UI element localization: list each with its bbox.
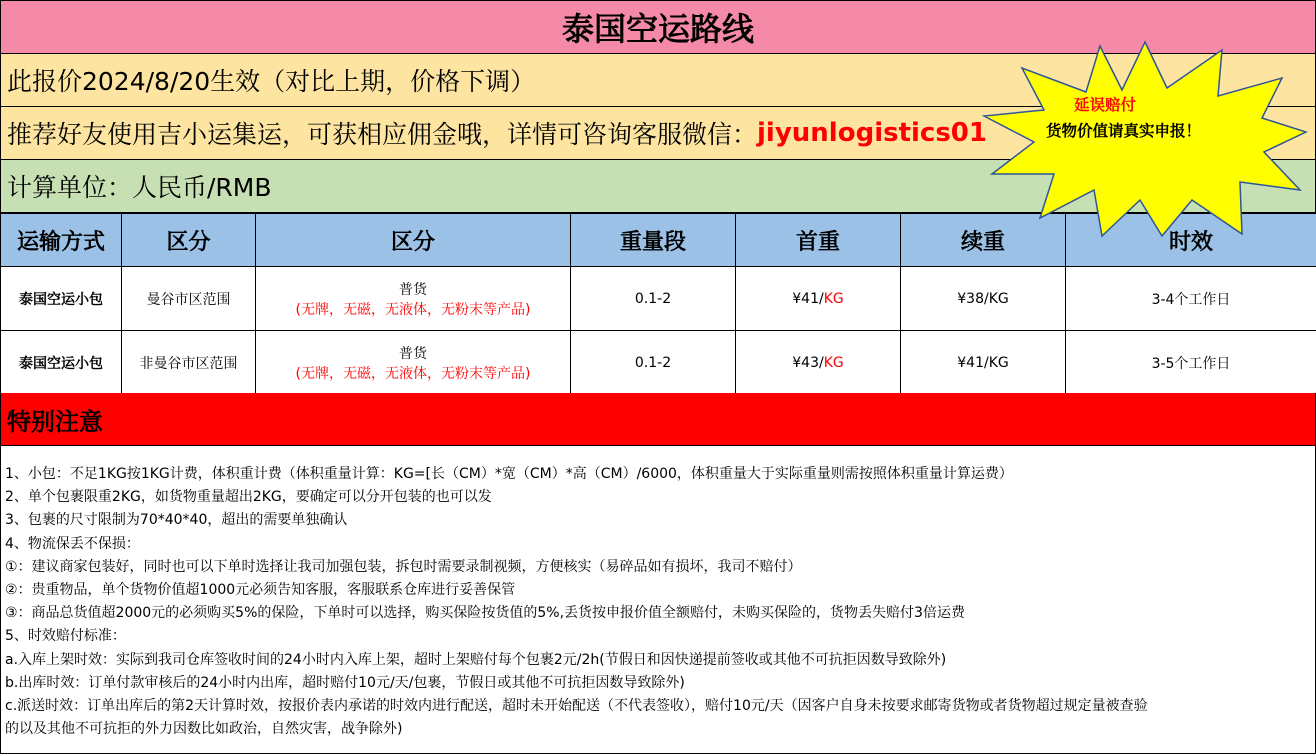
cell-method: 泰国空运小包 — [1, 331, 122, 395]
note-line: 的以及其他不可抗拒的外力因数比如政治，自然灾害，战争除外) — [5, 721, 403, 738]
note-line: ③：商品总货值超2000元的必须购买5%的保险，下单时可以选择，购买保险按货值的5%,丢货按申报价值全额赔付，未购买保险的，货物丢失赔付3倍运费 — [5, 605, 965, 622]
rate-table — [0, 213, 1316, 395]
note-line: a.入库上架时效：实际到我司仓库签收时间的24小时内入库上架，超时上架赔付每个包裹2元/2h(节假日和因快递提前签收或其他不可抗拒因数导致除外) — [5, 651, 947, 668]
page-title: 泰国空运路线 — [0, 0, 1316, 54]
note-line: ①：建议商家包装好，同时也可以下单时选择让我司加强包装，拆包时需要录制视频，方便核实（易碎品如有损坏，我司不赔付） — [5, 558, 802, 575]
starburst-line2: 货物价值请真实申报！ — [1046, 122, 1202, 140]
note-line: ②：贵重物品，单个货物价值超1000元必须告知客服，客服联系仓库进行妥善保管 — [5, 582, 516, 599]
first-price-unit: KG — [823, 354, 844, 371]
currency-line: 计算单位：人民币/RMB — [0, 160, 1316, 213]
note-line: 2、单个包裹限重2KG，如货物重量超出2KG，要确定可以分开包装的也可以发 — [5, 489, 492, 506]
notice-bar: 特别注意 — [0, 393, 1316, 446]
header-cargo: 区分 — [256, 214, 571, 267]
cell-first-price — [736, 331, 901, 395]
header-timing: 时效 — [1066, 214, 1316, 267]
note-line: 4、物流保丢不保损： — [5, 535, 140, 552]
cell-timing: 3-4个工作日 — [1066, 267, 1316, 331]
cell-area: 曼谷市区范围 — [122, 267, 256, 331]
referral-text: 推荐好友使用吉小运集运，可获相应佣金哦，详情可咨询客服微信： — [7, 120, 758, 149]
table-row — [1, 267, 1316, 331]
cargo-type: 普货 — [399, 345, 427, 362]
cargo-note: (无牌，无磁，无液体，无粉末等产品) — [295, 301, 531, 318]
header-method: 运输方式 — [1, 214, 122, 267]
cell-extra-price: ¥41/KG — [901, 331, 1066, 395]
note-line: 3、包裹的尺寸限制为70*40*40，超出的需要单独确认 — [5, 512, 348, 529]
effective-date-line: 此报价2024/8/20生效（对比上期，价格下调） — [0, 54, 1316, 107]
wechat-id: jiyunlogistics01 — [757, 118, 987, 148]
note-line: b.出库时效：订单付款审核后的24小时内出库，超时赔付10元/天/包裹，节假日或其他不可抗拒因数导致除外) — [5, 674, 685, 691]
table-row — [1, 331, 1316, 395]
cargo-note: (无牌，无磁，无液体，无粉末等产品) — [295, 365, 531, 382]
cell-weight: 0.1-2 — [571, 331, 736, 395]
cell-first-price — [736, 267, 901, 331]
header-area: 区分 — [122, 214, 256, 267]
first-price-unit: KG — [823, 290, 844, 307]
cell-timing: 3-5个工作日 — [1066, 331, 1316, 395]
header-weight: 重量段 — [571, 214, 736, 267]
cell-area: 非曼谷市区范围 — [122, 331, 256, 395]
cell-cargo — [256, 267, 571, 331]
note-line: 5、时效赔付标准： — [5, 628, 126, 645]
header-extra-weight: 续重 — [901, 214, 1066, 267]
header-first-weight: 首重 — [736, 214, 901, 267]
first-price-value: ¥43/ — [792, 354, 824, 371]
starburst-line1: 延误赔付 — [1074, 96, 1137, 114]
note-line: 1、小包：不足1KG按1KG计费，体积重计费（体积重量计算：KG=[长（CM）*宽（CM）*高（CM）/6000，体积重量大于实际重量则需按照体积重量计算运费） — [5, 466, 1013, 482]
notes-section — [0, 446, 1316, 754]
note-line: c.派送时效：订单出库后的第2天计算时效，按报价表内承诺的时效内进行配送，超时未开始配送（不代表签收），赔付10元/天（因客户自身未按要求邮寄货物或者货物超过规定量被查验 — [5, 698, 1148, 715]
cell-extra-price: ¥38/KG — [901, 267, 1066, 331]
first-price-value: ¥41/ — [792, 290, 824, 307]
cargo-type: 普货 — [399, 281, 427, 298]
starburst-text — [1046, 92, 1256, 144]
cell-method: 泰国空运小包 — [1, 267, 122, 331]
cell-weight: 0.1-2 — [571, 267, 736, 331]
cell-cargo — [256, 331, 571, 395]
